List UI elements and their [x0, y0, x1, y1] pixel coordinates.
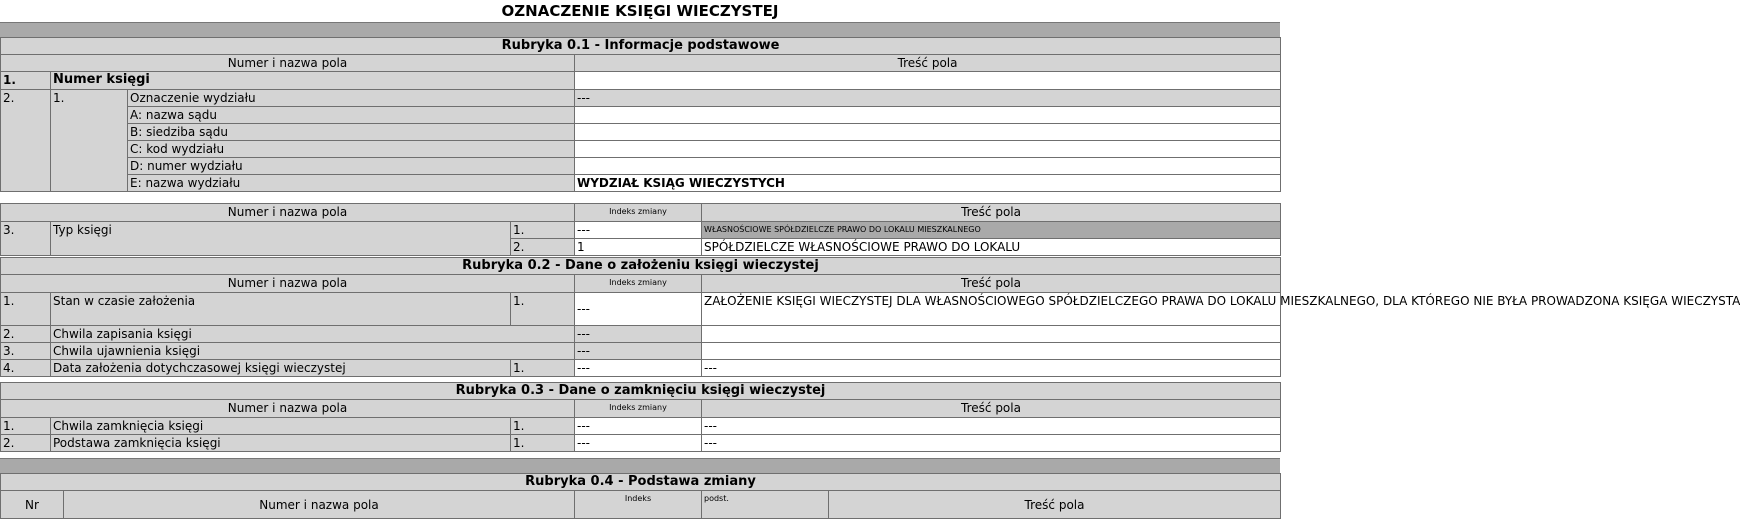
field-label: Oznaczenie wydziału	[128, 90, 575, 107]
row-number: 3.	[1, 222, 51, 256]
row-number: 3.	[1, 343, 51, 360]
row-number: 1.	[1, 293, 51, 326]
field-value: ---	[575, 343, 702, 360]
field-label: C: kod wydziału	[128, 141, 575, 158]
field-value	[575, 72, 1281, 90]
rubryka-0-2-title: Rubryka 0.2 - Dane o założeniu księgi wieczystej	[1, 258, 1281, 275]
header-index: Indeks	[575, 491, 702, 519]
field-value	[575, 158, 1281, 175]
field-label: E: nazwa wydziału	[128, 175, 575, 192]
field-value: ---	[575, 90, 1281, 107]
row-number: 2.	[1, 326, 51, 343]
rubryka-0-1-table	[0, 37, 1281, 192]
field-value: SPÓŁDZIELCZE WŁASNOŚCIOWE PRAWO DO LOKALU	[702, 239, 1281, 256]
field-label: Stan w czasie założenia	[51, 293, 511, 326]
field-label: Data założenia dotychczasowej księgi wieczystej	[51, 360, 511, 377]
header-change-index: Indeks zmiany	[575, 275, 702, 293]
rubryka-0-2-table	[0, 257, 1740, 377]
change-index: ---	[575, 435, 702, 452]
rubryka-0-1-title: Rubryka 0.1 - Informacje podstawowe	[1, 38, 1281, 55]
change-index: 1	[575, 239, 702, 256]
rubryka-0-3-table	[0, 382, 1281, 452]
sub-number: 1.	[511, 360, 575, 377]
field-label: Chwila zapisania księgi	[51, 326, 575, 343]
field-value: ---	[575, 326, 702, 343]
section-separator	[0, 22, 1280, 37]
header-field-name: Numer i nazwa pola	[1, 400, 575, 418]
row-number: 2.	[1, 435, 51, 452]
sub-number: 2.	[511, 239, 575, 256]
sub-number: 1.	[511, 435, 575, 452]
change-index: ---	[575, 360, 702, 377]
field-value-struck: WŁASNOŚCIOWE SPÓŁDZIELCZE PRAWO DO LOKALU MIESZKALNEGO	[702, 222, 1281, 239]
header-content: Treść pola	[829, 491, 1281, 519]
header-field-name: Numer i nazwa pola	[64, 491, 575, 519]
sub-number: 1.	[511, 222, 575, 239]
header-field-name: Numer i nazwa pola	[1, 275, 575, 293]
field-label: Typ księgi	[51, 222, 511, 256]
field-value: ---	[702, 435, 1281, 452]
sub-number: 1.	[51, 90, 128, 192]
field-value: WYDZIAŁ KSIĄG WIECZYSTYCH	[575, 175, 1281, 192]
sub-number: 1.	[511, 293, 575, 326]
field-label: Chwila zamknięcia księgi	[51, 418, 511, 435]
change-index: ---	[575, 222, 702, 239]
section-separator	[0, 458, 1280, 473]
field-label: Numer księgi	[51, 72, 575, 90]
field-value-empty	[702, 326, 1281, 343]
header-change-index: Indeks zmiany	[575, 204, 702, 222]
header-content: Treść pola	[702, 204, 1281, 222]
typ-ksiegi-table	[0, 203, 1281, 256]
row-number: 2.	[1, 90, 51, 192]
header-change-index: Indeks zmiany	[575, 400, 702, 418]
field-label: Chwila ujawnienia księgi	[51, 343, 575, 360]
header-nr: Nr	[1, 491, 64, 519]
rubryka-0-4-title: Rubryka 0.4 - Podstawa zmiany	[1, 474, 1281, 491]
field-label: B: siedziba sądu	[128, 124, 575, 141]
rubryka-0-3-title: Rubryka 0.3 - Dane o zamknięciu księgi wieczystej	[1, 383, 1281, 400]
sub-number: 1.	[511, 418, 575, 435]
row-number: 4.	[1, 360, 51, 377]
field-value	[575, 107, 1281, 124]
header-field-name: Numer i nazwa pola	[1, 204, 575, 222]
header-content: Treść pola	[702, 275, 1281, 293]
field-label: Podstawa zamknięcia księgi	[51, 435, 511, 452]
field-value-empty	[702, 343, 1281, 360]
header-content: Treść pola	[702, 400, 1281, 418]
field-label: A: nazwa sądu	[128, 107, 575, 124]
change-index: ---	[575, 418, 702, 435]
rubryka-0-4-table	[0, 473, 1281, 519]
field-label: D: numer wydziału	[128, 158, 575, 175]
field-value: ---	[702, 418, 1281, 435]
header-field-name: Numer i nazwa pola	[1, 55, 575, 72]
field-value	[575, 141, 1281, 158]
row-number: 1.	[1, 418, 51, 435]
field-value: ZAŁOŻENIE KSIĘGI WIECZYSTEJ DLA WŁASNOŚCIOWEGO SPÓŁDZIELCZEGO PRAWA DO LOKALU MIESZKALNEGO, DLA KTÓREGO NIE BYŁA PROWADZONA KSIĘGA WIECZYSTA	[702, 293, 1281, 326]
field-value: ---	[702, 360, 1281, 377]
row-number: 1.	[1, 72, 51, 90]
field-value	[575, 124, 1281, 141]
header-content: Treść pola	[575, 55, 1281, 72]
page-title: OZNACZENIE KSIĘGI WIECZYSTEJ	[0, 0, 1280, 22]
change-index: ---	[575, 293, 702, 326]
header-basis: podst.	[702, 491, 829, 519]
